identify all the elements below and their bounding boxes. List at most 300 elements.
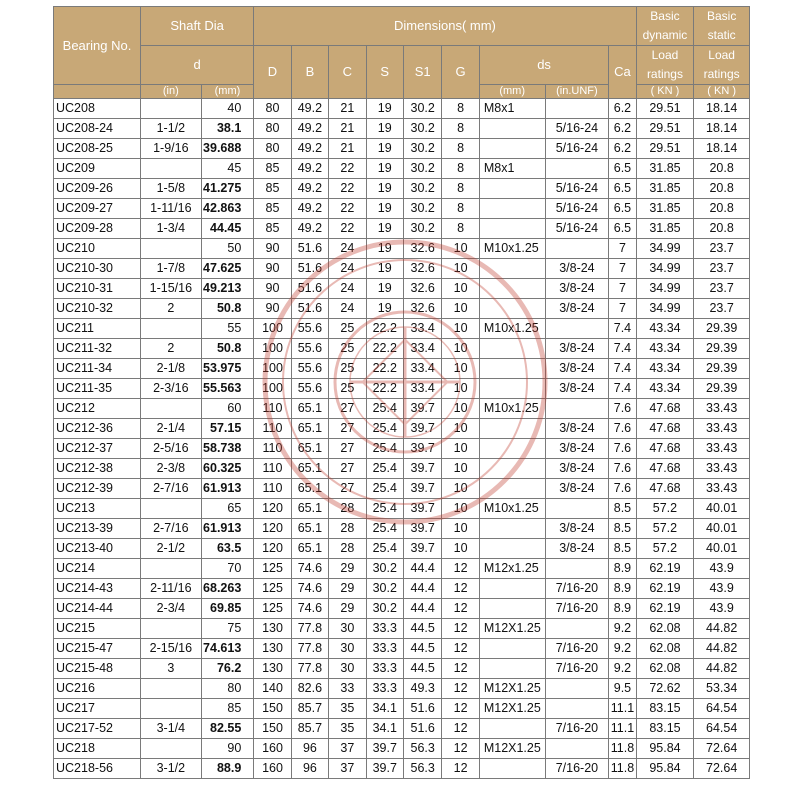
cell-ds-unf: 3/8-24 <box>545 279 609 299</box>
cell-mm: 88.9 <box>201 759 254 779</box>
bearing-dimensions-table <box>53 6 750 779</box>
cell-no: UC208-25 <box>54 139 141 159</box>
cell-S1: 44.5 <box>403 659 441 679</box>
cell-Ca: 6.5 <box>609 199 636 219</box>
header-ds: ds <box>479 46 608 85</box>
cell-ds-unf: 3/8-24 <box>545 539 609 559</box>
cell-dyn: 43.34 <box>636 339 694 359</box>
cell-G: 10 <box>442 459 479 479</box>
cell-D: 120 <box>254 519 291 539</box>
cell-dyn: 83.15 <box>636 719 694 739</box>
cell-Ca: 8.9 <box>609 599 636 619</box>
cell-G: 10 <box>442 379 479 399</box>
header-load-ratings-static <box>694 46 750 85</box>
header-unit-kn-dynamic: ( KN ) <box>636 85 694 99</box>
cell-G: 10 <box>442 399 479 419</box>
cell-ds-unf: 7/16-20 <box>545 719 609 739</box>
cell-G: 8 <box>442 139 479 159</box>
cell-in: 2 <box>140 299 201 319</box>
cell-mm: 55 <box>201 319 254 339</box>
table-row <box>54 739 750 759</box>
cell-S: 25.4 <box>366 519 403 539</box>
cell-B: 49.2 <box>291 219 328 239</box>
cell-mm: 45 <box>201 159 254 179</box>
cell-S1: 39.7 <box>403 479 441 499</box>
cell-B: 49.2 <box>291 99 328 119</box>
cell-C: 28 <box>329 519 366 539</box>
cell-mm: 44.45 <box>201 219 254 239</box>
cell-C: 25 <box>329 339 366 359</box>
cell-dyn: 43.34 <box>636 359 694 379</box>
cell-C: 24 <box>329 299 366 319</box>
cell-S1: 32.6 <box>403 299 441 319</box>
cell-no: UC210-30 <box>54 259 141 279</box>
cell-D: 100 <box>254 359 291 379</box>
cell-S: 22.2 <box>366 339 403 359</box>
cell-D: 110 <box>254 439 291 459</box>
cell-in: 2-3/4 <box>140 599 201 619</box>
header-unit-in: (in) <box>140 85 201 99</box>
cell-stat: 18.14 <box>694 99 750 119</box>
cell-G: 12 <box>442 659 479 679</box>
cell-S: 34.1 <box>366 699 403 719</box>
cell-ds-unf <box>545 619 609 639</box>
cell-Ca: 11.1 <box>609 719 636 739</box>
cell-ds-mm <box>479 339 545 359</box>
cell-D: 80 <box>254 99 291 119</box>
cell-ds-mm <box>479 459 545 479</box>
header-basic-dynamic-line1: Basic <box>650 9 680 23</box>
cell-C: 25 <box>329 379 366 399</box>
cell-S1: 49.3 <box>403 679 441 699</box>
cell-ds-mm: M10x1.25 <box>479 239 545 259</box>
cell-ds-unf: 3/8-24 <box>545 359 609 379</box>
cell-dyn: 47.68 <box>636 419 694 439</box>
cell-dyn: 29.51 <box>636 139 694 159</box>
cell-C: 24 <box>329 239 366 259</box>
cell-dyn: 34.99 <box>636 299 694 319</box>
cell-D: 110 <box>254 459 291 479</box>
cell-stat: 23.7 <box>694 279 750 299</box>
cell-in: 2-11/16 <box>140 579 201 599</box>
cell-stat: 23.7 <box>694 299 750 319</box>
cell-mm: 85 <box>201 699 254 719</box>
cell-Ca: 8.5 <box>609 519 636 539</box>
cell-ds-mm <box>479 259 545 279</box>
header-S: S <box>366 46 403 99</box>
cell-S1: 44.5 <box>403 639 441 659</box>
cell-S: 25.4 <box>366 399 403 419</box>
cell-ds-mm <box>479 359 545 379</box>
cell-in <box>140 619 201 639</box>
cell-stat: 40.01 <box>694 539 750 559</box>
table-row <box>54 619 750 639</box>
cell-D: 125 <box>254 599 291 619</box>
cell-dyn: 62.19 <box>636 559 694 579</box>
cell-B: 96 <box>291 739 328 759</box>
cell-ds-unf: 3/8-24 <box>545 419 609 439</box>
table-row <box>54 259 750 279</box>
cell-B: 51.6 <box>291 299 328 319</box>
cell-ds-unf: 3/8-24 <box>545 519 609 539</box>
cell-C: 30 <box>329 659 366 679</box>
header-unit-ds-unf: (in.UNF) <box>545 85 609 99</box>
cell-S1: 44.4 <box>403 599 441 619</box>
cell-G: 12 <box>442 559 479 579</box>
cell-mm: 55.563 <box>201 379 254 399</box>
cell-stat: 29.39 <box>694 319 750 339</box>
cell-Ca: 6.5 <box>609 179 636 199</box>
table-row <box>54 339 750 359</box>
cell-S: 19 <box>366 239 403 259</box>
cell-S: 19 <box>366 219 403 239</box>
cell-in: 2-3/16 <box>140 379 201 399</box>
table-row <box>54 239 750 259</box>
cell-S: 33.3 <box>366 639 403 659</box>
cell-S1: 30.2 <box>403 119 441 139</box>
table-row <box>54 179 750 199</box>
cell-in: 3-1/2 <box>140 759 201 779</box>
table-row <box>54 459 750 479</box>
cell-ds-unf <box>545 239 609 259</box>
table-body <box>54 99 750 779</box>
cell-mm: 75 <box>201 619 254 639</box>
cell-D: 110 <box>254 399 291 419</box>
cell-ds-unf <box>545 159 609 179</box>
cell-S1: 39.7 <box>403 539 441 559</box>
cell-G: 10 <box>442 499 479 519</box>
cell-ds-mm <box>479 419 545 439</box>
cell-no: UC214 <box>54 559 141 579</box>
cell-Ca: 7.6 <box>609 459 636 479</box>
cell-in: 3 <box>140 659 201 679</box>
cell-ds-mm <box>479 579 545 599</box>
cell-no: UC208-24 <box>54 119 141 139</box>
cell-ds-unf: 7/16-20 <box>545 599 609 619</box>
cell-mm: 82.55 <box>201 719 254 739</box>
cell-stat: 53.34 <box>694 679 750 699</box>
cell-stat: 20.8 <box>694 179 750 199</box>
cell-stat: 20.8 <box>694 219 750 239</box>
cell-S: 19 <box>366 159 403 179</box>
cell-B: 55.6 <box>291 319 328 339</box>
cell-S: 30.2 <box>366 559 403 579</box>
cell-G: 8 <box>442 159 479 179</box>
cell-G: 8 <box>442 99 479 119</box>
cell-in: 2-7/16 <box>140 479 201 499</box>
cell-in <box>140 499 201 519</box>
cell-B: 82.6 <box>291 679 328 699</box>
cell-D: 140 <box>254 679 291 699</box>
table-row <box>54 319 750 339</box>
cell-ds-unf <box>545 559 609 579</box>
cell-S: 39.7 <box>366 739 403 759</box>
cell-ds-unf <box>545 99 609 119</box>
cell-ds-unf: 5/16-24 <box>545 219 609 239</box>
table-row <box>54 499 750 519</box>
cell-dyn: 34.99 <box>636 239 694 259</box>
cell-Ca: 9.2 <box>609 639 636 659</box>
cell-S1: 39.7 <box>403 419 441 439</box>
cell-S: 25.4 <box>366 499 403 519</box>
cell-S1: 51.6 <box>403 719 441 739</box>
cell-S1: 56.3 <box>403 759 441 779</box>
cell-G: 12 <box>442 719 479 739</box>
cell-mm: 70 <box>201 559 254 579</box>
cell-G: 10 <box>442 339 479 359</box>
cell-ds-unf: 3/8-24 <box>545 439 609 459</box>
header-basic-static-line1: Basic <box>706 9 737 23</box>
cell-in <box>140 679 201 699</box>
cell-ds-unf <box>545 679 609 699</box>
cell-G: 12 <box>442 619 479 639</box>
cell-ds-mm: M12X1.25 <box>479 699 545 719</box>
cell-B: 85.7 <box>291 699 328 719</box>
cell-in <box>140 99 201 119</box>
cell-no: UC212-38 <box>54 459 141 479</box>
cell-C: 30 <box>329 639 366 659</box>
cell-G: 10 <box>442 479 479 499</box>
cell-no: UC209-28 <box>54 219 141 239</box>
header-G: G <box>442 46 479 99</box>
cell-B: 49.2 <box>291 139 328 159</box>
cell-mm: 63.5 <box>201 539 254 559</box>
cell-G: 12 <box>442 599 479 619</box>
cell-no: UC218-56 <box>54 759 141 779</box>
cell-D: 85 <box>254 199 291 219</box>
cell-in <box>140 559 201 579</box>
table-header <box>54 7 750 99</box>
cell-C: 27 <box>329 479 366 499</box>
table-row <box>54 139 750 159</box>
cell-B: 65.1 <box>291 439 328 459</box>
table-row <box>54 699 750 719</box>
cell-stat: 72.64 <box>694 759 750 779</box>
cell-G: 10 <box>442 419 479 439</box>
cell-C: 29 <box>329 559 366 579</box>
cell-B: 49.2 <box>291 179 328 199</box>
cell-ds-unf: 7/16-20 <box>545 579 609 599</box>
cell-Ca: 7.4 <box>609 379 636 399</box>
header-shaft-dia: Shaft Dia <box>140 7 253 46</box>
cell-S: 19 <box>366 179 403 199</box>
cell-D: 100 <box>254 319 291 339</box>
cell-C: 22 <box>329 199 366 219</box>
cell-S: 19 <box>366 299 403 319</box>
cell-Ca: 7 <box>609 279 636 299</box>
cell-S1: 33.4 <box>403 319 441 339</box>
cell-S: 25.4 <box>366 479 403 499</box>
cell-no: UC211-35 <box>54 379 141 399</box>
cell-stat: 43.9 <box>694 599 750 619</box>
header-D: D <box>254 46 291 99</box>
cell-S: 30.2 <box>366 579 403 599</box>
header-basic-static-line2: static <box>707 28 736 42</box>
cell-dyn: 47.68 <box>636 399 694 419</box>
cell-in: 2-1/8 <box>140 359 201 379</box>
cell-D: 120 <box>254 499 291 519</box>
cell-mm: 58.738 <box>201 439 254 459</box>
cell-S: 22.2 <box>366 359 403 379</box>
table-row <box>54 639 750 659</box>
cell-C: 27 <box>329 419 366 439</box>
cell-stat: 20.8 <box>694 199 750 219</box>
cell-D: 100 <box>254 379 291 399</box>
cell-D: 80 <box>254 139 291 159</box>
cell-G: 12 <box>442 739 479 759</box>
table-row <box>54 679 750 699</box>
cell-no: UC211 <box>54 319 141 339</box>
header-B: B <box>291 46 328 99</box>
cell-B: 55.6 <box>291 379 328 399</box>
cell-G: 10 <box>442 299 479 319</box>
cell-B: 65.1 <box>291 499 328 519</box>
cell-in: 1-9/16 <box>140 139 201 159</box>
cell-no: UC215-48 <box>54 659 141 679</box>
cell-ds-mm <box>479 539 545 559</box>
cell-S1: 33.4 <box>403 379 441 399</box>
table-row <box>54 479 750 499</box>
cell-B: 65.1 <box>291 459 328 479</box>
header-d: d <box>140 46 253 85</box>
cell-mm: 39.688 <box>201 139 254 159</box>
cell-mm: 90 <box>201 739 254 759</box>
cell-dyn: 31.85 <box>636 159 694 179</box>
table-row <box>54 219 750 239</box>
cell-dyn: 29.51 <box>636 119 694 139</box>
cell-D: 85 <box>254 219 291 239</box>
cell-S: 33.3 <box>366 679 403 699</box>
cell-dyn: 57.2 <box>636 539 694 559</box>
cell-ds-mm <box>479 639 545 659</box>
cell-G: 10 <box>442 359 479 379</box>
cell-dyn: 57.2 <box>636 499 694 519</box>
table-row <box>54 299 750 319</box>
cell-mm: 61.913 <box>201 519 254 539</box>
cell-no: UC218 <box>54 739 141 759</box>
cell-S1: 30.2 <box>403 199 441 219</box>
cell-no: UC212 <box>54 399 141 419</box>
cell-G: 8 <box>442 119 479 139</box>
cell-Ca: 9.5 <box>609 679 636 699</box>
cell-mm: 42.863 <box>201 199 254 219</box>
cell-in: 2-1/4 <box>140 419 201 439</box>
cell-G: 10 <box>442 519 479 539</box>
cell-ds-unf: 7/16-20 <box>545 639 609 659</box>
bearing-spec-sheet <box>53 6 750 779</box>
cell-in: 3-1/4 <box>140 719 201 739</box>
cell-C: 22 <box>329 219 366 239</box>
cell-ds-unf: 3/8-24 <box>545 259 609 279</box>
cell-in <box>140 159 201 179</box>
cell-Ca: 6.5 <box>609 159 636 179</box>
cell-C: 29 <box>329 579 366 599</box>
cell-mm: 57.15 <box>201 419 254 439</box>
cell-ds-mm: M12x1.25 <box>479 559 545 579</box>
cell-S1: 30.2 <box>403 219 441 239</box>
header-load-ratings-dynamic-line1: Load <box>651 48 679 62</box>
cell-stat: 40.01 <box>694 499 750 519</box>
cell-B: 51.6 <box>291 259 328 279</box>
cell-G: 10 <box>442 259 479 279</box>
cell-B: 49.2 <box>291 159 328 179</box>
table-row <box>54 519 750 539</box>
cell-in: 2-1/2 <box>140 539 201 559</box>
table-row <box>54 379 750 399</box>
cell-dyn: 43.34 <box>636 379 694 399</box>
cell-ds-mm: M12X1.25 <box>479 739 545 759</box>
cell-stat: 23.7 <box>694 259 750 279</box>
cell-ds-unf: 5/16-24 <box>545 179 609 199</box>
cell-no: UC217 <box>54 699 141 719</box>
cell-stat: 29.39 <box>694 379 750 399</box>
cell-stat: 18.14 <box>694 119 750 139</box>
cell-S: 19 <box>366 279 403 299</box>
cell-stat: 18.14 <box>694 139 750 159</box>
cell-in: 1-1/2 <box>140 119 201 139</box>
cell-S: 30.2 <box>366 599 403 619</box>
cell-ds-mm <box>479 199 545 219</box>
cell-mm: 49.213 <box>201 279 254 299</box>
table-row <box>54 99 750 119</box>
cell-no: UC216 <box>54 679 141 699</box>
cell-Ca: 9.2 <box>609 659 636 679</box>
cell-G: 10 <box>442 319 479 339</box>
cell-dyn: 83.15 <box>636 699 694 719</box>
cell-in <box>140 399 201 419</box>
cell-C: 37 <box>329 759 366 779</box>
header-basic-static <box>694 7 750 46</box>
cell-ds-unf: 5/16-24 <box>545 139 609 159</box>
cell-no: UC212-37 <box>54 439 141 459</box>
cell-mm: 80 <box>201 679 254 699</box>
cell-stat: 23.7 <box>694 239 750 259</box>
cell-stat: 33.43 <box>694 439 750 459</box>
table-row <box>54 119 750 139</box>
header-Ca: Ca <box>609 46 636 99</box>
cell-B: 74.6 <box>291 599 328 619</box>
cell-ds-unf <box>545 699 609 719</box>
cell-no: UC212-36 <box>54 419 141 439</box>
cell-S1: 33.4 <box>403 359 441 379</box>
cell-D: 160 <box>254 739 291 759</box>
cell-ds-mm <box>479 299 545 319</box>
cell-Ca: 11.1 <box>609 699 636 719</box>
cell-mm: 69.85 <box>201 599 254 619</box>
cell-in: 1-15/16 <box>140 279 201 299</box>
cell-S: 19 <box>366 139 403 159</box>
cell-in: 2-5/16 <box>140 439 201 459</box>
cell-C: 25 <box>329 359 366 379</box>
table-row <box>54 599 750 619</box>
header-load-ratings-static-line1: Load <box>708 48 735 62</box>
cell-D: 110 <box>254 479 291 499</box>
table-row <box>54 759 750 779</box>
header-bearing-no: Bearing No. <box>54 7 141 85</box>
cell-stat: 33.43 <box>694 399 750 419</box>
cell-mm: 47.625 <box>201 259 254 279</box>
header-load-ratings-dynamic <box>636 46 694 85</box>
cell-S: 19 <box>366 199 403 219</box>
cell-in <box>140 739 201 759</box>
cell-stat: 33.43 <box>694 459 750 479</box>
cell-dyn: 31.85 <box>636 179 694 199</box>
table-row <box>54 359 750 379</box>
cell-G: 12 <box>442 759 479 779</box>
cell-dyn: 29.51 <box>636 99 694 119</box>
cell-ds-unf <box>545 319 609 339</box>
cell-S: 22.2 <box>366 379 403 399</box>
